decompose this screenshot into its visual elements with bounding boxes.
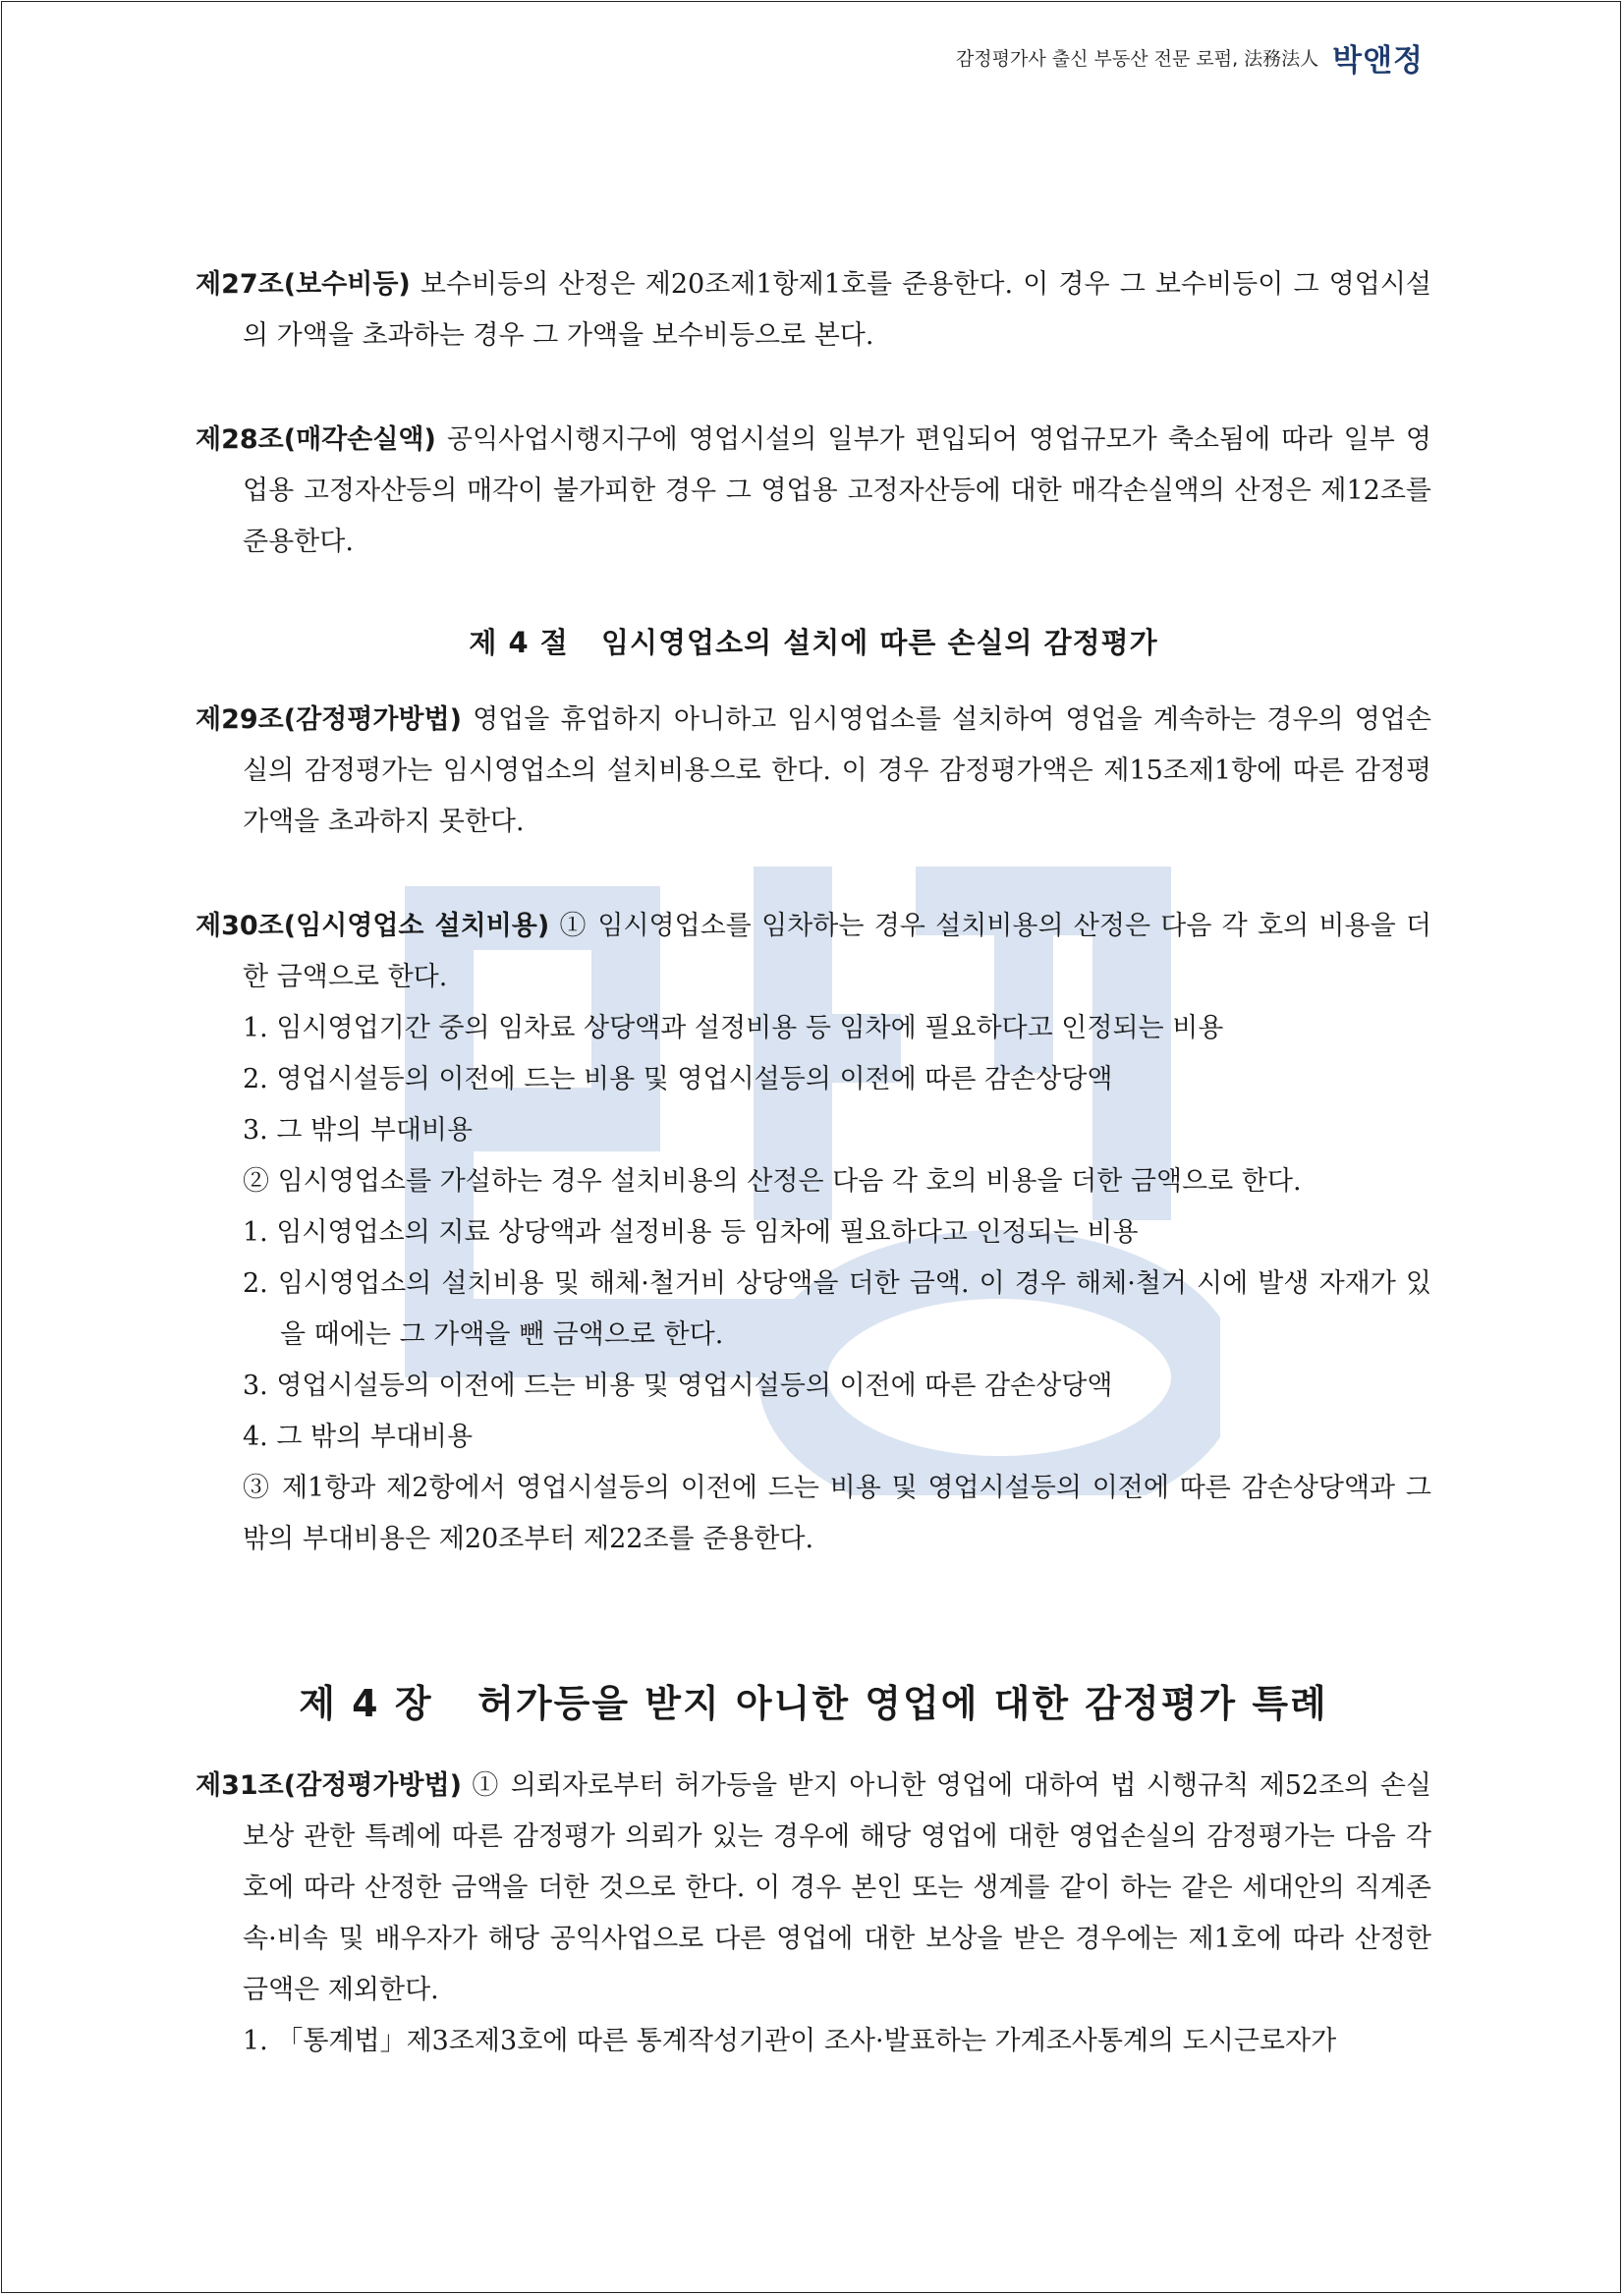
list-item: 1. 임시영업기간 중의 임차료 상당액과 설정비용 등 임차에 필요하다고 인정되는 비용 <box>243 1013 1224 1043</box>
article-28 <box>196 415 1431 568</box>
article-text: 영업을 휴업하지 아니하고 임시영업소를 설치하여 영업을 계속하는 경우의 영업손실의 감정평가는 임시영업소의 설치비용으로 한다. 이 경우 감정평가액은 제15조제1항에 따른 감정평가액을 초과하지 못한다. <box>243 704 1431 837</box>
page-header <box>956 35 1424 79</box>
article-heading: 제29조(감정평가방법) <box>196 704 462 735</box>
list-item: 2. 임시영업소의 설치비용 및 해체·철거비 상당액을 더한 금액. 이 경우 해체·철거 시에 발생 자재가 있을 때에는 그 가액을 뺀 금액으로 한다. <box>243 1268 1431 1350</box>
article-paragraph: ③ 제1항과 제2항에서 영업시설등의 이전에 드는 비용 및 영업시설등의 이전에 따른 감손상당액과 그 밖의 부대비용은 제20조부터 제22조를 준용한다. <box>243 1473 1431 1554</box>
article-heading: 제27조(보수비등) <box>196 269 411 300</box>
article-29 <box>196 695 1431 848</box>
list-item: 4. 그 밖의 부대비용 <box>243 1422 474 1452</box>
header-tagline: 감정평가사 출신 부동산 전문 로펌, 法務法人 <box>955 47 1319 70</box>
document-page <box>1 1 1621 2293</box>
list-item: 2. 영업시설등의 이전에 드는 비용 및 영업시설등의 이전에 따른 감손상당액 <box>243 1064 1113 1094</box>
article-31 <box>196 1761 1431 2067</box>
chapter-title: 제 4 장 허가등을 받지 아니한 영업에 대한 감정평가 특례 <box>299 1682 1328 1725</box>
list-item: 3. 그 밖의 부대비용 <box>243 1115 474 1146</box>
article-paragraph: ① 임시영업소를 임차하는 경우 설치비용의 산정은 다음 각 호의 비용을 더한 금액으로 한다. <box>243 911 1431 992</box>
article-paragraph: ② 임시영업소를 가설하는 경우 설치비용의 산정은 다음 각 호의 비용을 더한 금액으로 한다. <box>243 1166 1302 1197</box>
article-text: 보수비등의 산정은 제20조제1항제1호를 준용한다. 이 경우 그 보수비등이 그 영업시설의 가액을 초과하는 경우 그 가액을 보수비등으로 본다. <box>243 269 1431 351</box>
list-item: 1. 「통계법」제3조제3호에 따른 통계작성기관이 조사·발표하는 가계조사통계의 도시근로자가 <box>243 2026 1337 2056</box>
document-body <box>196 259 1431 2120</box>
article-30 <box>196 901 1431 1565</box>
article-heading: 제31조(감정평가방법) <box>196 1770 462 1801</box>
article-heading: 제28조(매각손실액) <box>196 424 436 455</box>
article-text: 공익사업시행지구에 영업시설의 일부가 편입되어 영업규모가 축소됨에 따라 일부 영업용 고정자산등의 매각이 불가피한 경우 그 영업용 고정자산등에 대한 매각손실액의 산정은 제12조를 준용한다. <box>243 424 1431 557</box>
firm-logo: 박앤정 <box>1332 42 1424 79</box>
section-title: 제 4 절 임시영업소의 설치에 따른 손실의 감정평가 <box>469 626 1158 659</box>
list-item: 1. 임시영업소의 지료 상당액과 설정비용 등 임차에 필요하다고 인정되는 비용 <box>243 1217 1139 1248</box>
article-27 <box>196 259 1431 362</box>
article-paragraph: ① 의뢰자로부터 허가등을 받지 아니한 영업에 대하여 법 시행규칙 제52조의 손실보상 관한 특례에 따른 감정평가 의뢰가 있는 경우에 해당 영업에 대한 영업손실의 감정평가는 다음 각 호에 따라 산정한 금액을 더한 것으로 한다. 이 경우 본인 또는 생계를 같이 하는 같은 세대안의 직계존속·비속 및 배우자가 해당 공익사업으로 다른 영업에 대한 보상을 받은 경우에는 제1호에 따라 산정한 금액은 제외한다. <box>243 1770 1431 2005</box>
article-heading: 제30조(임시영업소 설치비용) <box>196 911 550 941</box>
list-item: 3. 영업시설등의 이전에 드는 비용 및 영업시설등의 이전에 따른 감손상당액 <box>243 1371 1113 1401</box>
